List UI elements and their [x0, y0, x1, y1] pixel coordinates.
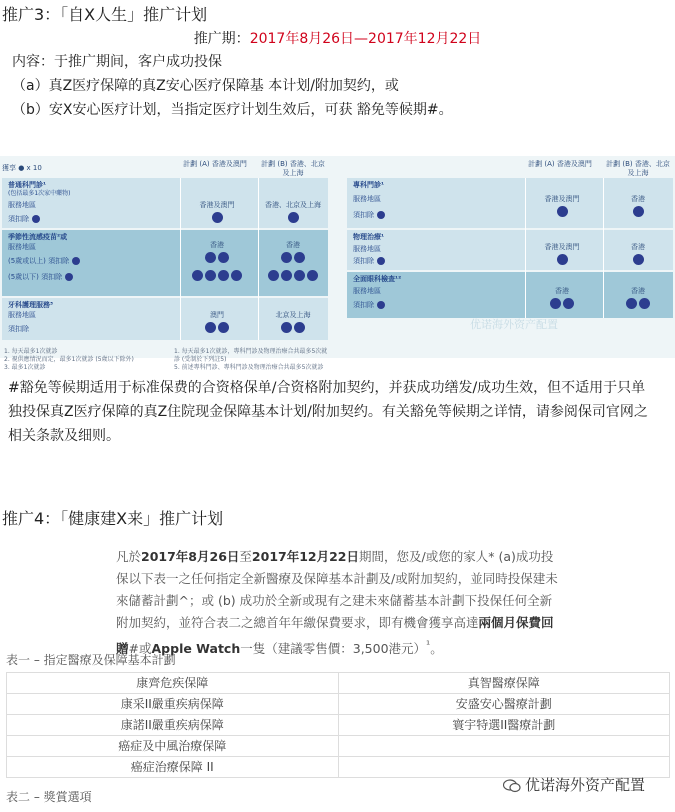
col-a-header: 計劃 (A) 香港及澳門	[183, 160, 247, 168]
table-row: 康諾II嚴重疾病保障 寰宇特選II醫療計劃	[7, 714, 669, 735]
table-row: 癌症及中風治療保障	[7, 735, 669, 756]
coin-icon	[377, 257, 385, 265]
coin-icon	[205, 252, 216, 263]
coin-icon	[633, 254, 644, 265]
coin-icon	[294, 270, 305, 281]
coin-icon	[192, 270, 203, 281]
left-header-label: 獲享 ● x 10	[2, 164, 42, 172]
wechat-icon	[503, 779, 521, 793]
row-label: 服務地區	[353, 195, 381, 203]
cell-a: 香港及澳門	[544, 195, 580, 203]
promo3-line: （a）真Z医疗保障的真Z安心医疗保障基 本计划/附加契约，或	[12, 78, 399, 94]
coin-icon	[307, 270, 318, 281]
benefit-panel-right	[347, 160, 673, 336]
cell-b: 香港、北京及上海	[265, 201, 321, 209]
period-value: 2017年8月26日—2017年12月22日	[249, 31, 482, 47]
table-row: 康采II嚴重疾病保障 安盛安心醫療計劃	[7, 693, 669, 714]
promo4-title: 推广4：「健康建X来」推广计划	[2, 509, 224, 528]
section-eye	[347, 272, 673, 318]
section-title: 季節性流感疫苗²或	[8, 233, 68, 241]
section-title: 普通科門診¹	[8, 181, 47, 189]
cell-b: 北京及上海	[275, 311, 311, 319]
cell-b: 香港	[631, 243, 645, 251]
logo-text: 优诺海外资产配置	[525, 776, 646, 794]
coin-icon	[218, 252, 229, 263]
coin-icon	[212, 212, 223, 223]
promo3-period	[0, 28, 675, 48]
coin-icon	[205, 270, 216, 281]
cell-a: 香港	[210, 241, 224, 249]
plans-table	[6, 672, 670, 778]
coin-icon	[72, 257, 80, 265]
promo3-line: （b）安X安心医疗计划，当指定医疗计划生效后，可获 豁免等候期#。	[12, 102, 453, 118]
section-title: 物理治療¹	[353, 233, 385, 241]
col-b-header: 計劃 (B) 香港、北京及上海	[606, 160, 670, 177]
coin-icon	[626, 298, 637, 309]
coin-icon	[294, 252, 305, 263]
row-label: (5歲或以上) 須扣除	[8, 257, 70, 265]
row-label: 服務地區	[353, 287, 381, 295]
section-flu	[2, 230, 328, 296]
promo3-content	[12, 50, 453, 122]
cell-b: 香港	[631, 287, 645, 295]
coin-icon	[218, 270, 229, 281]
coin-icon	[557, 206, 568, 217]
cell-a: 香港及澳門	[544, 243, 580, 251]
coin-icon	[205, 322, 216, 333]
row-label: 須扣除	[8, 325, 29, 333]
section-title: 專科門診¹	[353, 181, 385, 189]
section-gp	[2, 178, 328, 228]
section-title: 全面眼科檢查¹²	[353, 275, 402, 283]
row-label: 須扣除	[353, 257, 374, 265]
section-sub: 服務地區	[8, 243, 36, 251]
coin-icon	[281, 322, 292, 333]
coin-icon	[377, 301, 385, 309]
row-label: (5歲以下) 須扣除	[8, 273, 63, 281]
coin-icon	[288, 212, 299, 223]
col-a-header: 計劃 (A) 香港及澳門	[528, 160, 592, 168]
section-title: 牙科護理服務³	[8, 301, 54, 309]
coin-icon	[633, 206, 644, 217]
cell-b: 香港	[631, 195, 645, 203]
table1-title: 表一 – 指定醫療及保障基本計劃	[6, 653, 176, 667]
coin-icon	[65, 273, 73, 281]
col-b-header: 計劃 (B) 香港、北京及上海	[261, 160, 325, 177]
row-label: 須扣除	[353, 301, 374, 309]
coin-icon	[281, 252, 292, 263]
coin-icon	[218, 322, 229, 333]
section-dental	[2, 298, 328, 340]
table-row: 康齊危疾保障 真智醫療保障	[7, 673, 669, 693]
footnotes-left: 1. 每天最多1次就診 2. 視供應情況而定，最多1次就診 (5歲以下除外) 3. 最多1次就診	[4, 348, 134, 371]
cell-a: 澳門	[210, 311, 224, 319]
coin-icon	[268, 270, 279, 281]
waiver-note: #豁免等候期适用于标准保费的合资格保单/合资格附加契约，并获成功缮发/成功生效，但不适用于只单独投保真Z医疗保障的真Z住院现金保障基本计划/附加契约。有关豁免等候期之详情，请参阅保司官网之相关条款及细则。	[8, 380, 648, 444]
coin-icon	[550, 298, 561, 309]
section-sub: 服務地區	[8, 311, 36, 319]
coin-icon	[377, 211, 385, 219]
promo3-title: 推广3：「自X人生」推广计划	[2, 5, 208, 24]
benefit-panel-left	[2, 160, 328, 371]
section-sub: (包括最多1次家中藥物)	[8, 190, 71, 197]
coin-icon	[557, 254, 568, 265]
row-label: 須扣除	[8, 215, 29, 223]
coin-icon	[231, 270, 242, 281]
promo3-line: 内容：于推广期间，客户成功投保	[12, 54, 222, 70]
cell-a: 香港	[555, 287, 569, 295]
table2-title: 表二 – 獎賞選項	[6, 790, 92, 804]
coin-icon	[563, 298, 574, 309]
coin-icon	[32, 215, 40, 223]
row-label: 服務地區	[353, 245, 381, 253]
cell-a: 香港及澳門	[199, 201, 235, 209]
period-label: 推广期：	[193, 31, 250, 47]
table-row: 癌症治療保障 II	[7, 756, 669, 777]
section-specialist	[347, 178, 673, 228]
coin-icon	[639, 298, 650, 309]
row-label: 服務地區	[8, 201, 36, 209]
coin-icon	[281, 270, 292, 281]
watermark: 优诺海外资产配置	[470, 318, 558, 331]
account-logo	[503, 774, 645, 795]
benefit-table-image	[0, 156, 675, 371]
section-physio	[347, 230, 673, 270]
footnotes-left-2: 1. 每天最多1次就診，專科門診及物理治療合共最多5次就診 (受制於下列註5) 5. 前述專科門診、專科門診及物理治療合共最多5次就診	[174, 348, 328, 371]
row-label: 須扣除	[353, 211, 374, 219]
cell-b: 香港	[286, 241, 300, 249]
promo4-paragraph: 凡於2017年8月26日至2017年12月22日期間，您及/或您的家人* (a)成功投保以下表一之任何指定全新醫療及保障基本計劃及/或附加契約，並同時投保建未來儲蓄計劃^；或 (b) 成功於全新或現有之建未來儲蓄基本計劃下投保任何全新附加契約，並符合表二之總首年年繳保費要求，即有機會獲享高達兩個月保費回贈#或Apple Watch一隻（建議零售價：3,500港元）$^{^1}$。	[116, 549, 558, 657]
coin-icon	[294, 322, 305, 333]
